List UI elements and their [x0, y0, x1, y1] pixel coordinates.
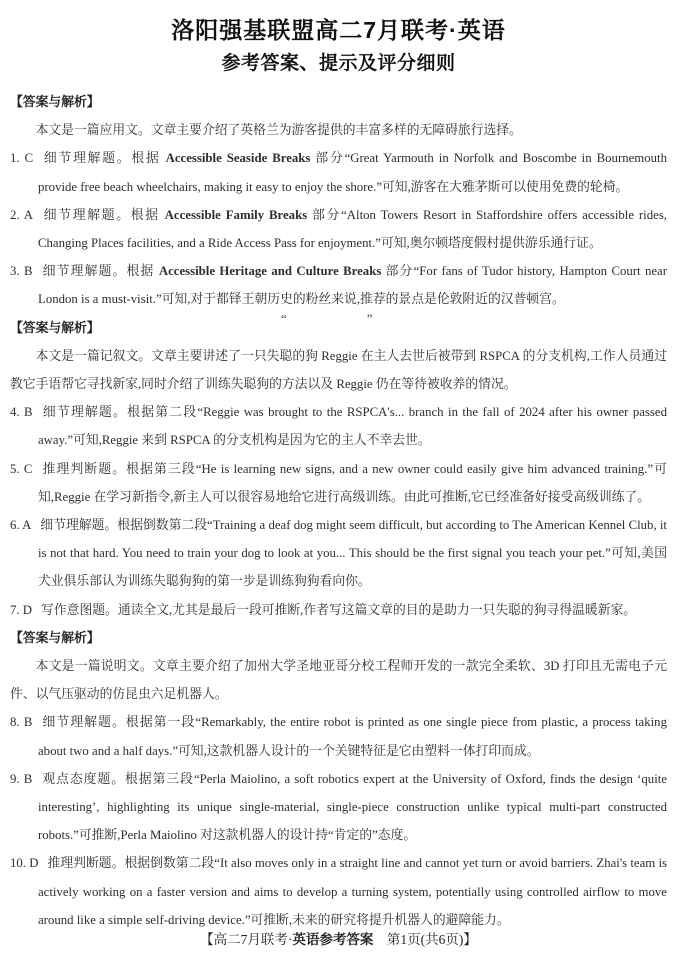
answer-number: 3. B	[10, 264, 33, 279]
answer-number: 10. D	[10, 856, 39, 871]
explanation-text: 部分“Great Yarmouth in Norfolk and Boscombe in Bournemouth provide free beach wheelchairs, making it easy to enjoy the shore.”可知,游客在大雅茅斯可以使用免费的轮椅。	[38, 151, 668, 194]
answer-number: 5. C	[10, 461, 33, 476]
passage-section-title: Accessible Heritage and Culture Breaks	[158, 264, 382, 279]
answer-number: 1. C	[10, 151, 34, 166]
close-quote-mark: ”	[366, 311, 373, 326]
answer-item	[10, 257, 667, 313]
exam-answer-page	[0, 12, 677, 947]
passage-section-title: Accessible Family Breaks	[164, 207, 308, 222]
answer-number: 9. B	[10, 771, 33, 786]
explanation-text: 细节理解题。根据	[41, 264, 159, 279]
answer-number: 4. B	[10, 405, 33, 420]
footer-prefix: 【高二7月联考·	[200, 932, 293, 947]
answer-item	[10, 708, 667, 764]
answer-number: 7. D	[10, 602, 33, 617]
explanation-text: 部分“Alton Towers Resort in Staffordshire offers accessible rides, Changing Places facilities, and a Ride Access Pass for enjoyment.”可知,奥尔顿塔度假村提供游乐通行证。	[38, 207, 667, 251]
answer-number: 2. A	[10, 207, 34, 222]
explanation-text: 推理判断题。根据第三段“He is learning new signs, and a new owner could easily give him advanced training.”可知,Reggie 在学习新指令,新主人可以很容易地给它进行高级训练。由此可推断,它已经准备好接受高级训练了。	[38, 461, 667, 504]
answer-number: 6. A	[10, 518, 32, 533]
open-quote-mark: “	[281, 311, 287, 326]
section-heading: 【答案与解析】	[10, 630, 100, 645]
footer-page-number: 第1页(共6页)】	[373, 932, 477, 947]
answer-item	[10, 849, 667, 934]
answer-item	[10, 511, 667, 596]
explanation-text: 写作意图题。通读全文,尤其是最后一段可推断,作者写这篇文章的目的是助力一只失聪的狗寻得温暖新家。	[41, 602, 637, 617]
answer-number: 8. B	[10, 715, 33, 730]
answer-sections	[10, 88, 667, 934]
explanation-text: 推理判断题。根据倒数第二段“It also moves only in a straight line and cannot yet turn or avoid barriers. Zhai's team is actively working on a faster version and aims to develop a turning system, potentially using controlled airflow to move around like a simple self-driving device.”可推断,未来的研究将提升机器人的避障能力。	[38, 856, 667, 927]
page-title: 洛阳强基联盟高二7月联考·英语	[171, 17, 506, 43]
section-intro: 本文是一篇应用文。文章主要介绍了英格兰为游客提供的丰富多样的无障碍旅行选择。	[35, 123, 522, 138]
answer-item	[10, 201, 667, 257]
stray-quote-marks-artifact	[281, 312, 373, 326]
explanation-text: 细节理解题。根据第一段“Remarkably, the entire robot is printed as one single piece from plastic, a process taking about two and a half days.”可知,这款机器人设计的一个关键特征是它由塑料一体打印而成。	[38, 715, 667, 758]
explanation-text: 细节理解题。根据	[42, 207, 165, 222]
answer-item	[10, 596, 667, 624]
explanation-text: 部分“For fans of Tudor history, Hampton Court near London is a must-visit.”可知,对于都铎王朝历史的粉丝来说,推荐的景点是伦敦附近的汉普顿宫。	[38, 264, 667, 307]
section-intro: 本文是一篇记叙文。文章主要讲述了一只失聪的狗 Reggie 在主人去世后被带到 RSPCA 的分支机构,工作人员通过教它手语帮它寻找新家,同时介绍了训练失聪狗的方法以及 Reggie 仍在等待被收养的情况。	[10, 348, 667, 392]
answer-item	[10, 398, 667, 454]
section-heading: 【答案与解析】	[10, 320, 100, 335]
answer-item	[10, 765, 667, 850]
answer-item	[10, 144, 667, 200]
explanation-text: 细节理解题。根据	[42, 151, 166, 166]
section-heading: 【答案与解析】	[10, 95, 100, 109]
explanation-text: 细节理解题。根据第二段“Reggie was brought to the RSPCA's... branch in the fall of 2024 after his owner passed away.”可知,Reggie 来到 RSPCA 的分支机构是因为它的主人不幸去世。	[38, 405, 667, 448]
explanation-text: 观点态度题。根据第三段“Perla Maiolino, a soft robotics expert at the University of Oxford, finds the design ‘quite interesting’, highlighting its unique single-material, single-piece construction unlike typical multi-part constructed robots.”可推断,Perla Maiolino 对这款机器人的设计持“肯定的”态度。	[38, 771, 667, 843]
passage-section-title: Accessible Seaside Breaks	[165, 151, 311, 166]
explanation-text: 细节理解题。根据倒数第二段“Training a deaf dog might seem difficult, but according to The American Kennel Club, it is not that hard. You need to train your dog to look at you... This should be the first signal you teach your pet.”可知,美国犬业俱乐部认为训练失聪狗狗的第一步是训练狗狗看向你。	[38, 518, 667, 589]
answer-item	[10, 455, 667, 511]
page-subtitle: 参考答案、提示及评分细则	[221, 53, 456, 74]
footer-answer-title: 英语参考答案	[292, 932, 374, 947]
section-intro: 本文是一篇说明文。文章主要介绍了加州大学圣地亚哥分校工程师开发的一款完全柔软、3D 打印且无需电子元件、以气压驱动的仿昆虫六足机器人。	[10, 659, 667, 702]
page-footer	[0, 928, 677, 948]
